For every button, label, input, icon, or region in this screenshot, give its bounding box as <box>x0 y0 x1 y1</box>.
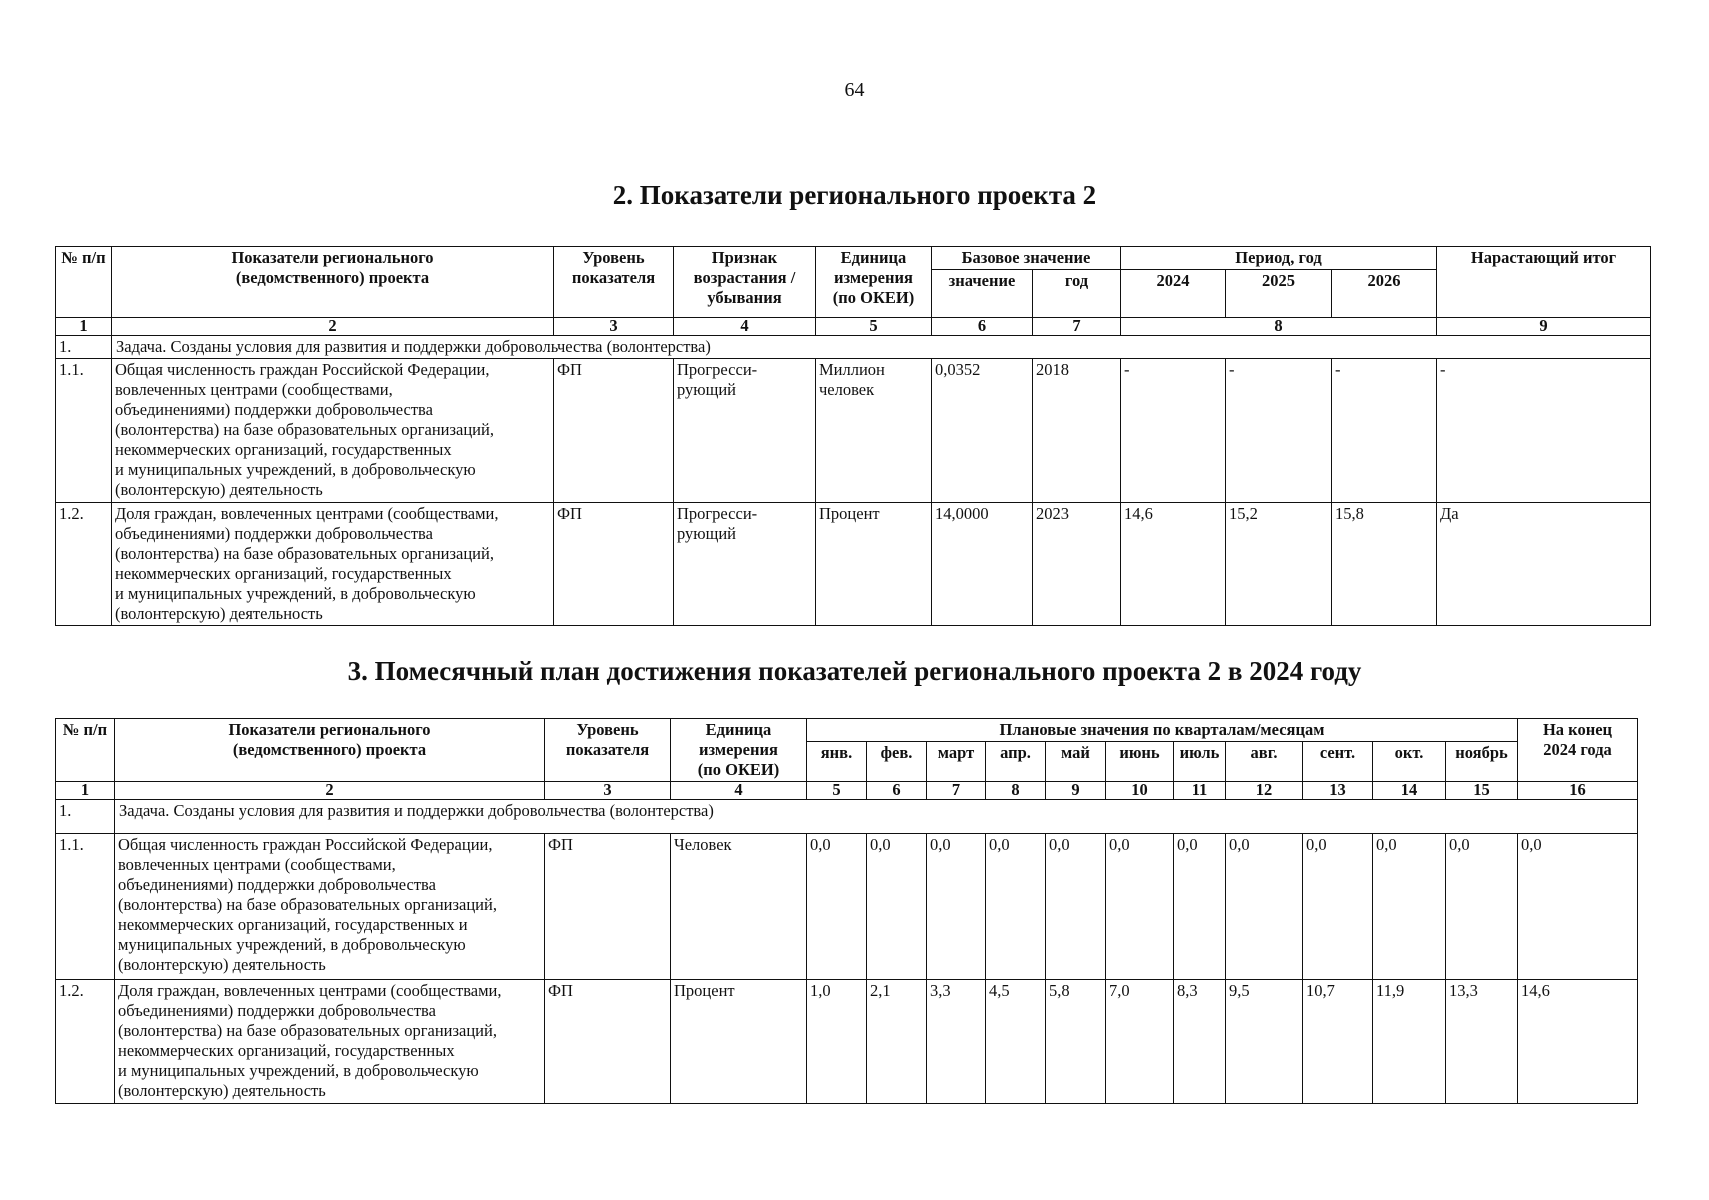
column-number: 5 <box>816 318 932 336</box>
month-value: 11,9 <box>1373 980 1446 1104</box>
indicator-line: (волонтерства) на базе образовательных организаций, <box>118 895 497 914</box>
month-value: 0,0 <box>1226 834 1303 980</box>
header-level-line: показателя <box>565 740 650 759</box>
indicator-unit-line: Миллион <box>819 360 885 379</box>
header-indicator <box>115 719 545 782</box>
column-number: 4 <box>671 782 807 800</box>
indicator-name <box>115 834 545 980</box>
indicator-line: муниципальных учреждений, в добровольческую <box>118 935 466 954</box>
column-number: 14 <box>1373 782 1446 800</box>
header-level <box>545 719 671 782</box>
month-value: 0,0 <box>1174 834 1226 980</box>
month-value: 1,0 <box>807 980 867 1104</box>
end-of-year-value: 0,0 <box>1518 834 1638 980</box>
indicator-sign-line: Прогресси- <box>677 360 758 379</box>
header-month: янв. <box>807 742 867 782</box>
month-value: 0,0 <box>1106 834 1174 980</box>
task-text: Задача. Созданы условия для развития и поддержки добровольчества (волонтерства) <box>115 800 1638 834</box>
header-indicator <box>112 247 554 318</box>
header-month: авг. <box>1226 742 1303 782</box>
header-month: июль <box>1174 742 1226 782</box>
value-2025: - <box>1226 359 1332 503</box>
indicator-line: Доля граждан, вовлеченных центрами (сообществами, <box>118 981 502 1000</box>
value-2026: - <box>1332 359 1437 503</box>
header-indicator-line: Показатели регионального <box>231 248 434 267</box>
header-month: ноябрь <box>1446 742 1518 782</box>
column-number: 10 <box>1106 782 1174 800</box>
indicator-name <box>115 980 545 1104</box>
value-2024: - <box>1121 359 1226 503</box>
indicator-line: (волонтерскую) деятельность <box>118 955 326 974</box>
column-number: 7 <box>1033 318 1121 336</box>
header-unit-line: (по ОКЕИ) <box>832 288 915 307</box>
month-value: 7,0 <box>1106 980 1174 1104</box>
header-unit-line: Единица <box>705 720 772 739</box>
indicator-level: ФП <box>545 980 671 1104</box>
indicator-sign-line: Прогресси- <box>677 504 758 523</box>
header-end-of-year <box>1518 719 1638 782</box>
column-number: 11 <box>1174 782 1226 800</box>
header-base: Базовое значение <box>932 247 1121 270</box>
indicator-unit: Человек <box>671 834 807 980</box>
base-year: 2023 <box>1033 503 1121 626</box>
header-year-2025: 2025 <box>1226 270 1332 318</box>
indicator-sign <box>674 503 816 626</box>
column-number: 12 <box>1226 782 1303 800</box>
indicator-line: и муниципальных учреждений, в добровольческую <box>115 460 476 479</box>
row-number: 1.2. <box>56 980 115 1104</box>
header-indicator-line: Показатели регионального <box>228 720 431 739</box>
column-number: 16 <box>1518 782 1638 800</box>
column-number: 1 <box>56 782 115 800</box>
column-number: 6 <box>932 318 1033 336</box>
monthly-plan-table <box>55 718 1638 1104</box>
row-number: 1.2. <box>56 503 112 626</box>
task-number: 1. <box>56 336 112 359</box>
indicator-name <box>112 503 554 626</box>
indicator-unit <box>816 503 932 626</box>
month-value: 0,0 <box>927 834 986 980</box>
indicator-line: некоммерческих организаций, государственных <box>118 1041 455 1060</box>
cumulative-value: - <box>1437 359 1651 503</box>
indicator-unit: Процент <box>671 980 807 1104</box>
value-2026: 15,8 <box>1332 503 1437 626</box>
header-base-year: год <box>1033 270 1121 318</box>
row-number: 1.1. <box>56 834 115 980</box>
header-sign-line: убывания <box>707 288 782 307</box>
indicator-line: (волонтерства) на базе образовательных организаций, <box>118 1021 497 1040</box>
indicator-line: объединениями) поддержки добровольчества <box>118 1001 436 1020</box>
header-level-line: показателя <box>571 268 656 287</box>
end-of-year-value: 14,6 <box>1518 980 1638 1104</box>
column-number: 4 <box>674 318 816 336</box>
indicator-level: ФП <box>554 359 674 503</box>
indicator-line: Общая численность граждан Российской Федерации, <box>115 360 490 379</box>
header-indicator-line: (ведомственного) проекта <box>235 268 430 287</box>
header-level-line: Уровень <box>582 248 645 267</box>
header-month: март <box>927 742 986 782</box>
header-month: фев. <box>867 742 927 782</box>
header-sign <box>674 247 816 318</box>
header-unit-line: Единица <box>840 248 907 267</box>
column-number: 5 <box>807 782 867 800</box>
header-cumulative: Нарастающий итог <box>1437 247 1651 318</box>
month-value: 9,5 <box>1226 980 1303 1104</box>
header-sign-line: Признак <box>711 248 778 267</box>
header-num: № п/п <box>56 247 112 318</box>
indicator-line: объединениями) поддержки добровольчества <box>115 400 433 419</box>
section-2-title: 2. Показатели регионального проекта 2 <box>612 180 1097 210</box>
indicator-line: (волонтерскую) деятельность <box>115 604 323 623</box>
indicator-unit <box>816 359 932 503</box>
column-number: 2 <box>112 318 554 336</box>
month-value: 8,3 <box>1174 980 1226 1104</box>
header-period: Период, год <box>1121 247 1437 270</box>
header-month: май <box>1046 742 1106 782</box>
section-3-title: 3. Помесячный план достижения показателей регионального проекта 2 в 2024 году <box>347 656 1362 686</box>
indicator-sign <box>674 359 816 503</box>
month-value: 0,0 <box>867 834 927 980</box>
indicator-line: вовлеченных центрами (сообществами, <box>115 380 393 399</box>
row-number: 1.1. <box>56 359 112 503</box>
header-end-line: 2024 года <box>1543 740 1612 759</box>
indicator-sign-line: рующий <box>677 524 736 543</box>
header-unit <box>816 247 932 318</box>
task-text: Задача. Созданы условия для развития и поддержки добровольчества (волонтерства) <box>112 336 1651 359</box>
indicator-line: и муниципальных учреждений, в добровольческую <box>115 584 476 603</box>
task-number: 1. <box>56 800 115 834</box>
table-row <box>56 834 1638 980</box>
indicator-line: (волонтерства) на базе образовательных организаций, <box>115 420 494 439</box>
header-base-value: значение <box>932 270 1033 318</box>
header-month: июнь <box>1106 742 1174 782</box>
indicator-sign-line: рующий <box>677 380 736 399</box>
indicator-line: некоммерческих организаций, государственных <box>115 440 452 459</box>
month-value: 0,0 <box>807 834 867 980</box>
header-num: № п/п <box>56 719 115 782</box>
indicator-level: ФП <box>545 834 671 980</box>
header-year-2024: 2024 <box>1121 270 1226 318</box>
page-number: 64 <box>844 79 865 101</box>
column-number: 13 <box>1303 782 1373 800</box>
header-unit-line: измерения <box>699 740 778 759</box>
header-unit <box>671 719 807 782</box>
column-number: 8 <box>1121 318 1437 336</box>
indicator-line: объединениями) поддержки добровольчества <box>118 875 436 894</box>
indicators-table <box>55 246 1651 626</box>
column-number: 3 <box>545 782 671 800</box>
indicator-line: Общая численность граждан Российской Федерации, <box>118 835 493 854</box>
cumulative-value: Да <box>1437 503 1651 626</box>
indicator-line: некоммерческих организаций, государственных <box>115 564 452 583</box>
column-number: 9 <box>1437 318 1651 336</box>
header-sign-line: возрастания / <box>693 268 796 287</box>
indicator-line: (волонтерскую) деятельность <box>118 1081 326 1100</box>
header-unit-line: измерения <box>834 268 913 287</box>
header-month: апр. <box>986 742 1046 782</box>
column-number: 7 <box>927 782 986 800</box>
month-value: 5,8 <box>1046 980 1106 1104</box>
month-value: 0,0 <box>986 834 1046 980</box>
column-number: 6 <box>867 782 927 800</box>
value-2024: 14,6 <box>1121 503 1226 626</box>
table-row <box>56 359 1651 503</box>
base-value: 0,0352 <box>932 359 1033 503</box>
column-number: 2 <box>115 782 545 800</box>
indicator-line: объединениями) поддержки добровольчества <box>115 524 433 543</box>
base-year: 2018 <box>1033 359 1121 503</box>
indicator-level: ФП <box>554 503 674 626</box>
header-level <box>554 247 674 318</box>
header-month: окт. <box>1373 742 1446 782</box>
month-value: 0,0 <box>1046 834 1106 980</box>
indicator-line: вовлеченных центрами (сообществами, <box>118 855 396 874</box>
indicator-line: некоммерческих организаций, государственных и <box>118 915 468 934</box>
indicator-unit-line: человек <box>819 380 875 399</box>
header-end-line: На конец <box>1542 720 1613 739</box>
month-value: 4,5 <box>986 980 1046 1104</box>
column-number: 9 <box>1046 782 1106 800</box>
header-month: сент. <box>1303 742 1373 782</box>
month-value: 0,0 <box>1373 834 1446 980</box>
header-year-2026: 2026 <box>1332 270 1437 318</box>
indicator-line: Доля граждан, вовлеченных центрами (сообществами, <box>115 504 499 523</box>
indicator-line: (волонтерства) на базе образовательных организаций, <box>115 544 494 563</box>
table-row <box>56 503 1651 626</box>
header-indicator-line: (ведомственного) проекта <box>232 740 427 759</box>
indicator-line: и муниципальных учреждений, в добровольческую <box>118 1061 479 1080</box>
month-value: 2,1 <box>867 980 927 1104</box>
column-number: 1 <box>56 318 112 336</box>
table-row <box>56 980 1638 1104</box>
indicator-unit-line: Процент <box>819 504 880 523</box>
header-planned: Плановые значения по кварталам/месяцам <box>807 719 1518 742</box>
month-value: 13,3 <box>1446 980 1518 1104</box>
indicator-line: (волонтерскую) деятельность <box>115 480 323 499</box>
month-value: 10,7 <box>1303 980 1373 1104</box>
indicator-name <box>112 359 554 503</box>
column-number: 3 <box>554 318 674 336</box>
base-value: 14,0000 <box>932 503 1033 626</box>
column-number: 8 <box>986 782 1046 800</box>
month-value: 3,3 <box>927 980 986 1104</box>
month-value: 0,0 <box>1303 834 1373 980</box>
header-level-line: Уровень <box>576 720 639 739</box>
header-unit-line: (по ОКЕИ) <box>697 760 780 779</box>
value-2025: 15,2 <box>1226 503 1332 626</box>
column-number: 15 <box>1446 782 1518 800</box>
month-value: 0,0 <box>1446 834 1518 980</box>
